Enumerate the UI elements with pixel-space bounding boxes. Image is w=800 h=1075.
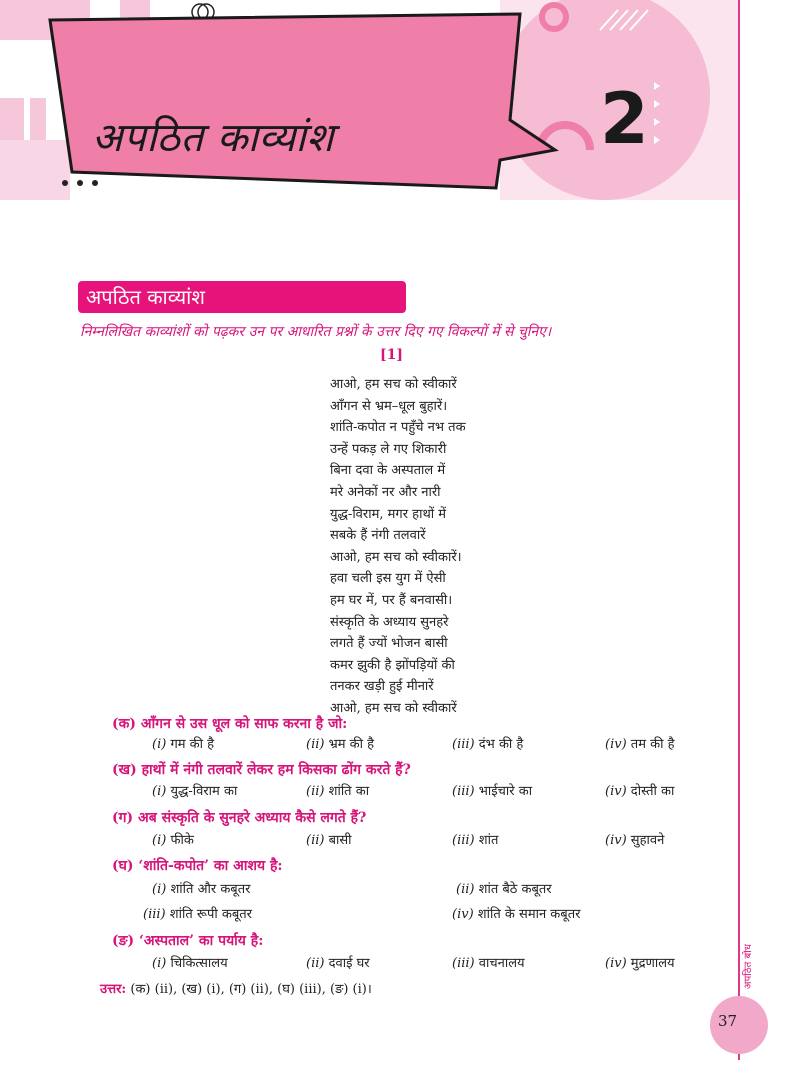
right-margin-line [738,0,740,1060]
option-text: फीके [170,833,194,848]
option [306,734,374,752]
question-label: (ग) [112,810,134,826]
poem-line: संस्कृति के अध्याय सुनहरे [330,614,449,630]
option-number: (iv) [605,956,627,971]
poem-line: लगते हैं ज्यों भोजन बासी [330,636,448,652]
poem-line: सबके हैं नंगी तलवारें [330,528,426,544]
answer-label: उत्तर: [100,982,127,997]
option [452,734,523,752]
option-number: (iii) [452,956,475,971]
option-number: (iv) [605,737,627,752]
option-number: (iii) [452,833,475,848]
option-number: (i) [152,784,167,799]
option [452,781,532,799]
option-text: भ्रम की है [328,737,375,752]
question-text: अब संस्कृति के सुनहरे अध्याय कैसे लगते हैं? [138,810,367,826]
option-number: (ii) [306,737,325,752]
option-number: (ii) [306,784,325,799]
option-number: (i) [152,737,167,752]
option-text: गम की है [170,737,215,752]
option-number: (iv) [605,833,627,848]
poem-line: हम घर में, पर हैं बनवासी। [330,592,453,608]
option-text: शांति का [328,784,370,799]
option [152,781,237,799]
option-number: (iii) [452,784,475,799]
question-nga [112,931,263,950]
chapter-title: अपठित काव्यांश [92,115,334,161]
poem-line: युद्ध-विराम, मगर हाथों में [330,506,447,522]
option-text: बासी [328,833,352,848]
option [452,953,525,971]
option-text: शांत [478,833,499,848]
question-text: ‘शांति-कपोत’ का आशय है: [138,858,283,874]
option [605,734,675,752]
poem-line: तनकर खड़ी हुई मीनारें [330,679,434,695]
poem [330,374,466,720]
answer-text: (क) (ii), (ख) (i), (ग) (ii), (घ) (iii), (ङ) (i)। [130,982,372,997]
option-text: चिकित्सालय [170,956,228,971]
option-text: शांत बैठे कबूतर [478,882,552,897]
poem-line: बिना दवा के अस्पताल में [330,463,446,479]
option-number: (i) [152,833,167,848]
option-number: (iv) [605,784,627,799]
option-text: सुहावने [630,833,665,848]
question-label: (ख) [112,762,137,778]
option [306,781,369,799]
option [605,830,664,848]
option-text: दवाई घर [328,956,370,971]
passage-number: [1] [380,347,403,363]
option-number: (ii) [306,956,325,971]
option-text: युद्ध-विराम का [170,784,238,799]
option [152,830,194,848]
poem-line: आओ, हम सच को स्वीकारें [330,700,457,716]
poem-line: हवा चली इस युग में ऐसी [330,571,446,587]
section-banner: अपठित काव्यांश [78,281,406,313]
poem-line: आओ, हम सच को स्वीकारें [330,377,457,392]
option [452,830,498,848]
option-text: वाचनालय [478,956,525,971]
poem-line: आओ, हम सच को स्वीकारें। [330,549,462,565]
option-number: (iv) [452,907,474,922]
option-text: शांति रूपी कबूतर [169,907,253,922]
question-label: (ङ) [112,933,135,949]
option-text: शांति और कबूतर [170,882,251,897]
option-number: (ii) [306,833,325,848]
option [152,953,228,971]
option [143,904,252,922]
option [605,781,674,799]
option-text: दोस्ती का [630,784,675,799]
option-number: (i) [152,956,167,971]
question-label: (क) [112,716,136,732]
option-number: (iii) [452,737,475,752]
question-text: ‘अस्पताल’ का पर्याय है: [139,933,264,949]
option-text: तम की है [630,737,675,752]
poem-line: मरे अनेकों नर और नारी [330,484,441,500]
option [605,953,675,971]
answer-line [100,979,372,997]
question-label: (घ) [112,858,134,874]
question-ka [112,714,347,733]
poem-line: उन्हें पकड़ ले गए शिकारी [330,441,447,457]
page-number: 37 [718,1012,738,1030]
option-text: मुद्रणालय [630,956,675,971]
option [152,734,214,752]
option [452,904,580,922]
option-number: (i) [152,882,167,897]
option-number: (iii) [143,907,166,922]
question-text: हाथों में नंगी तलवारें लेकर हम किसका ढोंग करते हैं? [141,762,411,778]
option [152,879,250,897]
poem-line: कमर झुकी है झोंपड़ियों की [330,657,455,673]
option [306,953,370,971]
instruction-text: निम्नलिखित काव्यांशों को पढ़कर उन पर आधारित प्रश्नों के उत्तर दिए गए विकल्पों में से चुनिए। [80,324,552,340]
option-text: भाईचारे का [478,784,533,799]
poem-line: आँगन से भ्रम–धूल बुहारें। [330,398,448,414]
poem-line: शांति-कपोत न पहुँचे नभ तक [330,420,466,436]
option [456,879,552,897]
question-ga [112,808,366,827]
question-kha [112,760,411,779]
option [306,830,352,848]
side-label: अपठित बोध [743,944,754,990]
option-number: (ii) [456,882,475,897]
option-text: दंभ की है [478,737,524,752]
question-text: आँगन से उस धूल को साफ करना है जो: [140,716,348,732]
chapter-number: 2 [600,78,649,160]
option-text: शांति के समान कबूतर [477,907,581,922]
question-gha [112,856,283,875]
